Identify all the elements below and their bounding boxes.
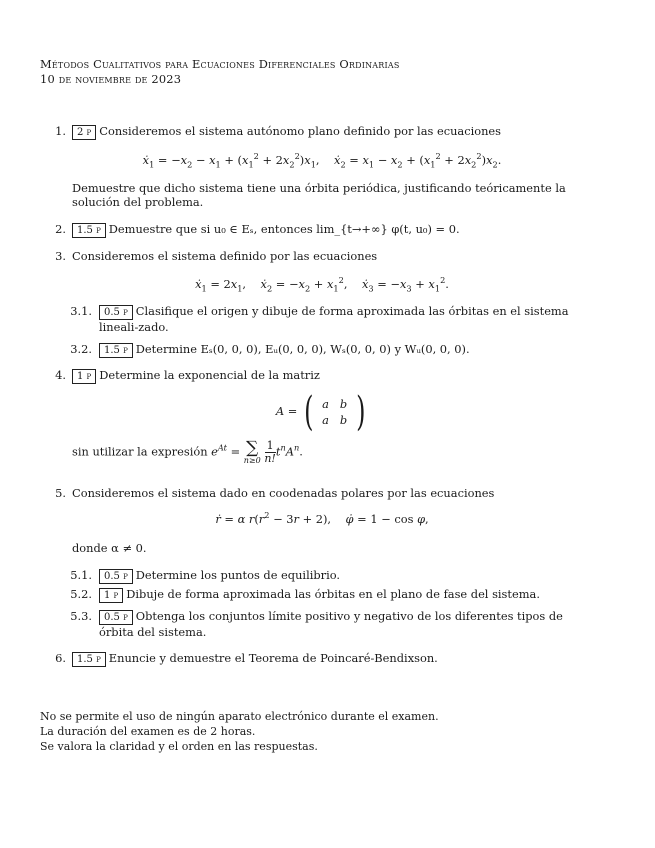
points-badge: 1.5 p: [72, 652, 106, 667]
matrix: ( a b a b ): [304, 389, 366, 435]
matrix-label: A =: [275, 404, 298, 418]
question-number: 4.: [55, 368, 66, 382]
subquestion-5-3: [99, 609, 594, 640]
points-badge: 1 p: [72, 369, 96, 384]
exam-date: 10 de noviembre de 2023: [40, 72, 182, 86]
subquestion-5-2: [99, 587, 540, 603]
question-text: Demuestre que si u₀ ∈ Eₛ, entonces lim_{t→+∞} φ(t, u₀) = 0.: [108, 222, 460, 236]
subquestion-number: 5.3.: [70, 609, 92, 623]
question-number: 2.: [55, 222, 66, 236]
question-follow-line: sin utilizar la expresión $e^{At}$ = ∑ n≥0 $\frac{1}{n!}$ $t^nA^n$.: [72, 438, 303, 465]
question-follow-text: Demuestre que dicho sistema tiene una órbita periódica, justificando teóricamente la solución del problema.: [72, 181, 566, 209]
question-4: [72, 368, 320, 384]
subquestion-number: 5.1.: [70, 568, 92, 582]
question-2: [72, 222, 460, 238]
footer-notes: [40, 709, 439, 754]
subquestion-text: Dibuje de forma aproximada las órbitas en el plano de fase del sistema.: [126, 587, 540, 601]
points-badge: 2 p: [72, 125, 96, 140]
question-number: 3.: [55, 249, 66, 263]
equation: ẋ$_1$ = $2x_1$, ẋ$_2$ = $-x_2 + x_1^2$, ẋ$_3$ = $-x_3 + x_1^2$.: [195, 275, 449, 294]
subquestion-text: Determine los puntos de equilibrio.: [135, 568, 341, 582]
subquestion-text: Determine Eₛ(0, 0, 0), Eᵤ(0, 0, 0), Wₛ(0, 0, 0) y Wᵤ(0, 0, 0).: [135, 342, 470, 356]
subquestion-text: Obtenga los conjuntos límite positivo y negativo de los diferentes tipos de órbita del sistema.: [99, 609, 563, 639]
equation: ẋ$_1$ = $-x_2 - x_1 + (x_1^2 + 2x_2^2)x_1$, ẋ$_2$ = $x_1 - x_2 + (x_1^2 + 2x_2^2)x_2$.: [142, 151, 502, 170]
footer-line: No se permite el uso de ningún aparato electrónico durante el examen.: [40, 710, 439, 723]
subquestion-text: Clasifique el origen y dibuje de forma aproximada las órbitas en el sistema lineali-zado.: [99, 304, 569, 334]
question-number: 5.: [55, 486, 66, 500]
footer-line: La duración del examen es de 2 horas.: [40, 725, 256, 738]
question-6: [72, 651, 438, 667]
question-number: 6.: [55, 651, 66, 665]
subquestion-number: 3.1.: [70, 304, 92, 318]
question-text: Consideremos el sistema dado en coodenadas polares por las ecuaciones: [72, 486, 495, 500]
question-follow-text: sin utilizar la expresión: [72, 444, 208, 459]
subquestion-number: 5.2.: [70, 587, 92, 601]
matrix-equation: [72, 389, 572, 435]
points-badge: 0.5 p: [99, 569, 133, 584]
exam-title: Métodos Cualitativos para Ecuaciones Diferenciales Ordinarias: [40, 57, 400, 71]
matrix-cell: a: [322, 396, 329, 411]
subquestion-3-2: [99, 342, 470, 358]
matrix-cell: a: [322, 413, 329, 427]
points-badge: 0.5 p: [99, 305, 133, 320]
question-text: Consideremos el sistema autónomo plano definido por las ecuaciones: [99, 124, 501, 138]
subquestion-number: 3.2.: [70, 342, 92, 356]
matrix-cell: b: [339, 396, 348, 411]
points-badge: 0.5 p: [99, 610, 133, 625]
question-text: Enuncie y demuestre el Teorema de Poincaré-Bendixson.: [108, 651, 438, 665]
question-1: [72, 124, 501, 140]
question-follow-text: donde α ≠ 0.: [72, 541, 147, 555]
equation: ṙ = α $r(r^2 - 3r + 2)$, φ̇ = 1 − cos φ,: [215, 510, 429, 526]
matrix-cell: b: [339, 413, 348, 427]
points-badge: 1.5 p: [99, 343, 133, 358]
question-text: Determine la exponencial de la matriz: [99, 368, 320, 382]
footer-line: Se valora la claridad y el orden en las respuestas.: [40, 740, 318, 753]
points-badge: 1 p: [99, 588, 123, 603]
question-text: Consideremos el sistema definido por las ecuaciones: [72, 249, 378, 263]
points-badge: 1.5 p: [72, 223, 106, 238]
subquestion-3-1: [99, 304, 594, 335]
subquestion-5-1: [99, 568, 340, 584]
question-number: 1.: [55, 124, 66, 138]
